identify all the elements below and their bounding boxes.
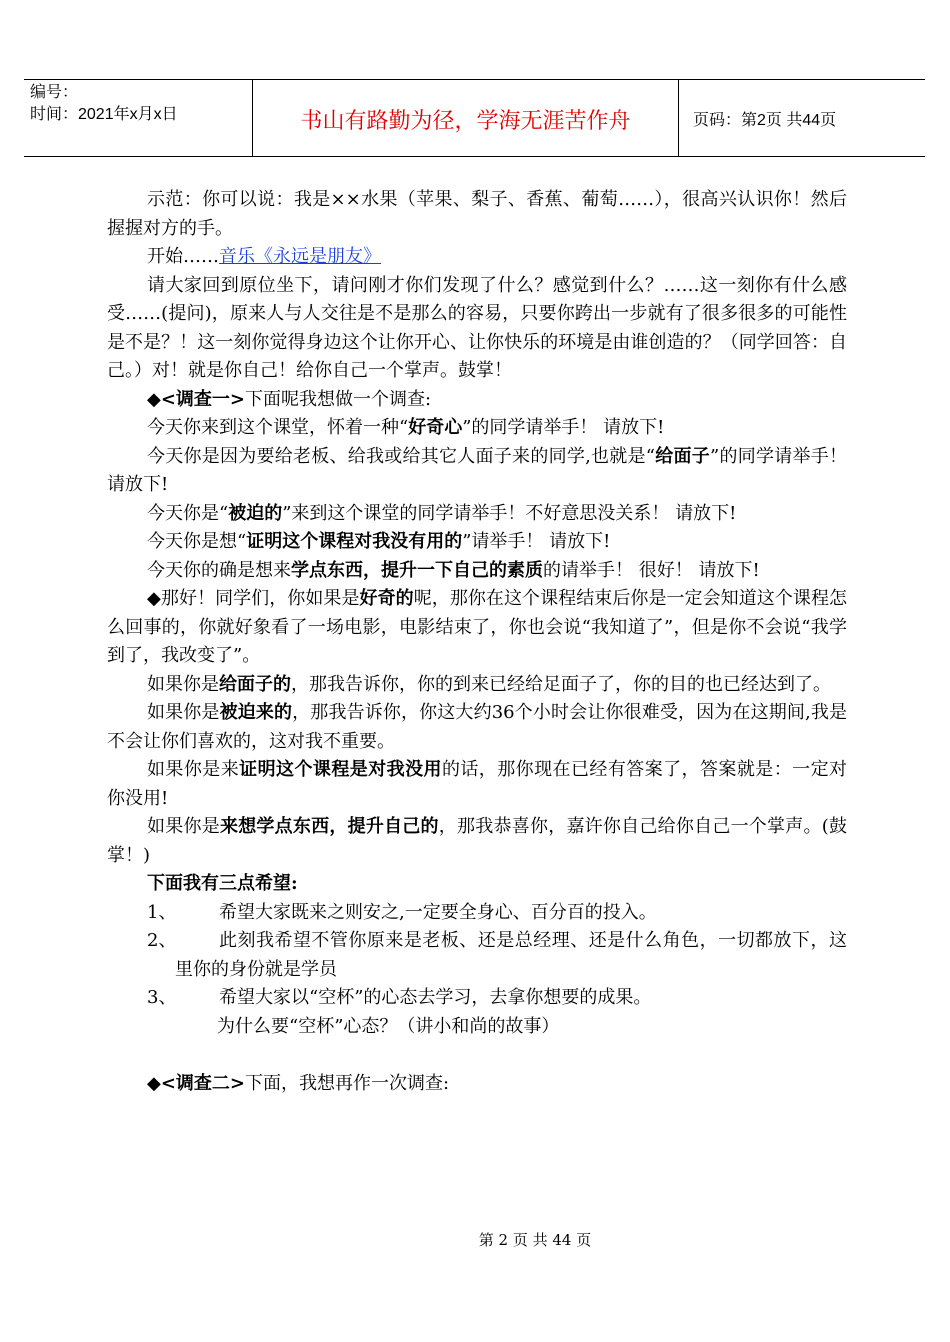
- header-meta: [24, 80, 253, 156]
- hope-item-2: [107, 927, 847, 984]
- empty-cup-question: 为什么要“空杯”心态？（讲小和尚的故事）: [217, 1015, 560, 1037]
- serial-label: 编号：: [30, 84, 79, 101]
- hope-item-3: [107, 984, 847, 1013]
- r5-a: 如果你是: [147, 816, 220, 837]
- q5-b: 学点东西，提升一下自己的素质: [291, 559, 543, 581]
- r1-a: ◆那好！同学们，你如果是: [147, 588, 360, 609]
- survey1-heading: [107, 386, 847, 415]
- hope-1-text: 希望大家既来之则安之,一定要全身心、百分百的投入。: [219, 901, 657, 923]
- response-forced: [107, 699, 847, 756]
- music-link[interactable]: 音乐《永远是朋友》: [219, 246, 381, 267]
- hopes-heading: [107, 870, 847, 899]
- q5-a: 今天你的确是想来: [147, 559, 291, 581]
- header-motto: 书山有路勤为径，学海无涯苦作舟: [253, 80, 679, 156]
- q2-c: ”的同学请举手！ 请放下!: [107, 445, 848, 495]
- q2-b: 给面子: [655, 445, 711, 467]
- r1-b: 好奇的: [359, 588, 414, 609]
- hope-3-number: 3、: [147, 987, 177, 1008]
- response-face: [107, 671, 847, 700]
- hope-3-text: 希望大家以“空杯”的心态去学习，去拿你想要的成果。: [219, 987, 652, 1008]
- q4-b: 证明这个课程对我没有用的: [246, 531, 463, 552]
- page-header: [24, 79, 925, 157]
- question-2: [107, 443, 847, 500]
- response-learn: [107, 813, 847, 870]
- q3-c: ”来到这个课堂的同学请举手！不好意思没关系！ 请放下!: [282, 502, 737, 524]
- paragraph-demo: 示范：你可以说：我是××水果（苹果、梨子、香蕉、葡萄……），很高兴认识你！然后握握对方的手。: [107, 189, 847, 239]
- q4-a: 今天你是想“: [147, 531, 247, 552]
- r3-a: 如果你是: [147, 702, 220, 723]
- q5-c: 的请举手！ 很好！ 请放下!: [543, 559, 760, 581]
- r5-b: 来想学点东西，提升自己的: [219, 816, 439, 837]
- time-label: 时间：2021年x月x日: [30, 106, 178, 123]
- page-footer: 第 2 页 共 44 页: [478, 1231, 592, 1249]
- r4-b: 证明这个课程是对我没用: [239, 759, 442, 780]
- r1-c: 呢，那你在这个课程结束后你是一定会知道这个课程怎么回事的，你就好象看了一场电影，电影结束了，你也会说“我知道了”，但是你不会说“我学到了，我改变了”。: [107, 588, 848, 666]
- header-page-label: 页码：第2页 共44页: [693, 111, 837, 129]
- survey2-heading: [107, 1070, 847, 1099]
- r2-b: 给面子的: [219, 673, 291, 695]
- survey2-title: ◆<调查二>: [147, 1072, 246, 1094]
- hope-item-1: [107, 899, 847, 928]
- q1-a: 今天你来到这个课堂，怀着一种“: [147, 417, 409, 438]
- hope-1-number: 1、: [147, 901, 177, 923]
- hopes-title: 下面我有三点希望:: [147, 873, 298, 894]
- q1-b: 好奇心: [408, 417, 463, 438]
- response-prove: [107, 756, 847, 813]
- hope-2-text: 此刻我希望不管你原来是老板、还是总经理、还是什么角色，一切都放下，这里你的身份就是学员: [175, 930, 847, 980]
- r2-a: 如果你是: [147, 673, 219, 695]
- question-4: [107, 528, 847, 557]
- paragraph-start: [107, 243, 847, 272]
- document-body: [107, 186, 847, 1098]
- r3-b: 被迫来的: [219, 702, 293, 723]
- q3-a: 今天你是“: [147, 502, 229, 524]
- q1-c: ”的同学请举手！ 请放下!: [462, 417, 665, 438]
- q4-c: ”请举手！ 请放下!: [462, 531, 611, 552]
- question-5: [107, 557, 847, 586]
- response-curious: [107, 585, 847, 671]
- survey1-rest: 下面呢我想做一个调查:: [245, 388, 432, 410]
- r2-c: ，那我告诉你，你的到来已经给足面子了，你的目的也已经达到了。: [291, 673, 831, 695]
- question-1: [107, 414, 847, 443]
- question-3: [107, 500, 847, 529]
- hope-2-number: 2、: [147, 930, 177, 951]
- r4-a: 如果你是来: [147, 759, 240, 780]
- r5-c: ，那我恭喜你，嘉许你自己给你自己一个掌声。(鼓掌！): [107, 816, 848, 866]
- survey2-rest: 下面，我想再作一次调查:: [245, 1072, 450, 1094]
- q2-a: 今天你是因为要给老板、给我或给其它人面子来的同学,也就是“: [147, 445, 656, 467]
- q3-b: 被迫的: [228, 502, 283, 524]
- survey1-title: ◆<调查一>: [147, 388, 246, 410]
- start-text: 开始……: [147, 246, 219, 267]
- r3-c: ，那我告诉你，你这大约36个小时会让你很难受，因为在这期间,我是不会让你们喜欢的，这对我不重要。: [107, 702, 848, 752]
- r4-c: 的话，那你现在已经有答案了，答案就是：一定对你没用!: [107, 759, 848, 809]
- paragraph-reflection: 请大家回到原位坐下，请问刚才你们发现了什么？感觉到什么？……这一刻你有什么感受……(提问)，原来人与人交往是不是那么的容易，只要你跨出一步就有了很多很多的可能性是不是？！这一刻你觉得身边这个让你开心、让你快乐的环境是由谁创造的？（同学回答：自己。）对！就是你自己！给你自己一个掌声。鼓掌！: [107, 274, 847, 381]
